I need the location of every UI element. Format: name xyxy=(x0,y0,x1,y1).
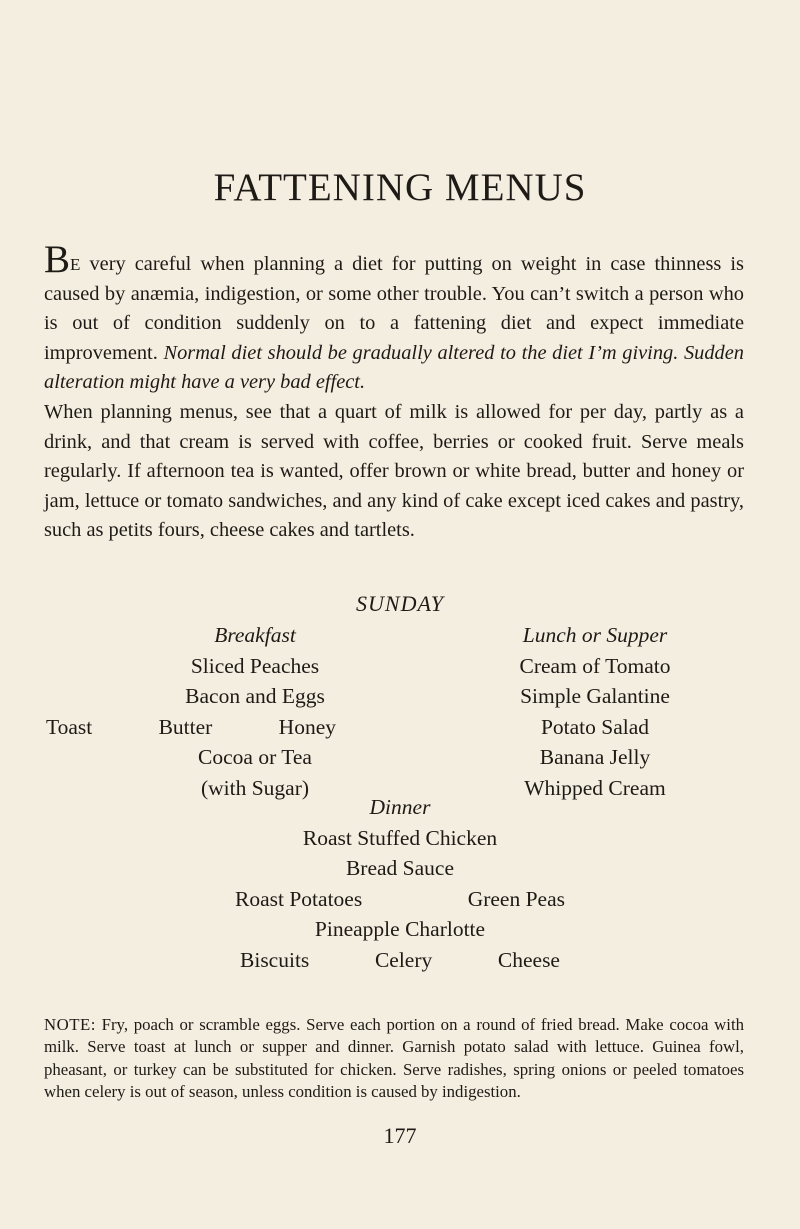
lunch-item: Banana Jelly xyxy=(539,745,651,769)
lunch-item: Potato Salad xyxy=(540,714,650,739)
intro-paragraph-2: When planning menus, see that a quart of milk is allowed for per day, partly as a drink, and that cream is served with coffee, berries or cooked fruit. Serve meals regularly. If afternoon tea is wanted, offer brown or white bread, butter and honey or jam, lettuce or tomato sandwiches, and any kind of cake except iced cakes and pastry, such as petits fours, cheese cakes and tartlets. xyxy=(44,400,744,542)
dinner-item: Biscuits xyxy=(240,947,310,972)
note-label: NOTE: xyxy=(44,1015,96,1034)
dinner-item-row xyxy=(235,884,565,915)
dinner-item: Celery xyxy=(374,947,433,972)
lunch-item: Simple Galantine xyxy=(520,684,670,708)
day-heading: SUNDAY xyxy=(356,591,444,616)
dinner-menu xyxy=(190,792,610,975)
lunch-item: Cream of Tomato xyxy=(519,653,671,678)
breakfast-item: Toast xyxy=(46,714,93,739)
note-text: Fry, poach or scramble eggs. Serve each portion on a round of fried bread. Make cocoa with milk. Serve toast at lunch or supper and dinner. Garnish potato salad with lettuce. Guinea fowl, pheasant, or turkey can be substituted for chicken. Serve radishes, spring onions or peeled tomatoes when celery is out of season, unless condition is caused by indigestion. xyxy=(44,1015,744,1102)
dinner-heading: Dinner xyxy=(369,795,431,819)
lunch-item: Whipped Cream xyxy=(524,775,666,800)
breakfast-item: (with Sugar) xyxy=(200,775,310,800)
breakfast-item: Bacon and Eggs xyxy=(185,684,325,708)
breakfast-item: Sliced Peaches xyxy=(190,653,320,678)
dinner-item: Cheese xyxy=(497,947,560,972)
drop-cap: B xyxy=(44,238,71,281)
dinner-item-row xyxy=(240,945,560,976)
page-title: FATTENING MENUS xyxy=(213,166,587,209)
breakfast-item: Cocoa or Tea xyxy=(198,745,312,769)
intro-text-1: very careful when planning a diet for putting on weight in case thinness is caused by anæmia, indigestion, or some other trouble. You can’t switch a person who is out of condition suddenly on to a fattening diet and expect immediate improvement. xyxy=(44,253,744,364)
dinner-item: Bread Sauce xyxy=(345,856,455,880)
dinner-item: Green Peas xyxy=(467,886,565,911)
lunch-menu xyxy=(450,620,740,803)
intro-text xyxy=(44,240,744,546)
breakfast-item: Honey xyxy=(278,714,336,739)
dinner-item: Roast Stuffed Chicken xyxy=(302,825,498,850)
breakfast-item-row xyxy=(46,712,336,743)
intro-italic-warning: Normal diet should be gradually altered to the diet I’m giving. Sudden alteration might have a very bad effect. xyxy=(44,341,745,394)
lead-small-caps: E xyxy=(70,255,81,274)
breakfast-menu xyxy=(46,620,400,803)
breakfast-item: Butter xyxy=(158,714,213,739)
dinner-item: Pineapple Charlotte xyxy=(314,917,486,941)
page-number: 177 xyxy=(383,1123,417,1148)
breakfast-heading: Breakfast xyxy=(214,623,296,647)
intro-paragraph-1 xyxy=(44,240,744,398)
footnote xyxy=(44,1014,744,1104)
lunch-heading: Lunch or Supper xyxy=(522,623,668,647)
dinner-item: Roast Potatoes xyxy=(235,886,363,911)
